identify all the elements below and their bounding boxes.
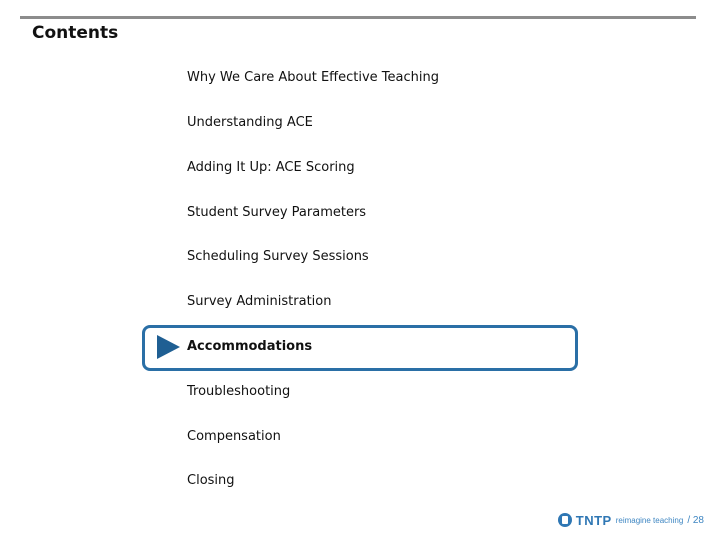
page-number: / 28 xyxy=(687,514,704,526)
page-title: Contents xyxy=(32,23,119,43)
toc-item-accommodations[interactable]: Accommodations xyxy=(187,339,313,354)
brand-tagline: reimagine teaching xyxy=(615,515,684,525)
toc-item-ace-scoring[interactable]: Adding It Up: ACE Scoring xyxy=(187,160,355,175)
toc-item-understanding-ace[interactable]: Understanding ACE xyxy=(187,115,313,130)
toc-item-troubleshooting[interactable]: Troubleshooting xyxy=(187,384,291,399)
toc-item-student-survey-parameters[interactable]: Student Survey Parameters xyxy=(187,205,367,220)
brand-logo-text: TNTP xyxy=(575,512,612,528)
toc-item-why-we-care[interactable]: Why We Care About Effective Teaching xyxy=(187,70,439,85)
triangle-right-icon xyxy=(157,335,180,359)
toc-item-scheduling-survey-sessions[interactable]: Scheduling Survey Sessions xyxy=(187,249,369,264)
tntp-logo-icon xyxy=(558,513,572,527)
toc-item-compensation[interactable]: Compensation xyxy=(187,429,281,444)
toc-item-closing[interactable]: Closing xyxy=(187,473,235,488)
toc-item-survey-administration[interactable]: Survey Administration xyxy=(187,294,332,309)
footer xyxy=(558,510,704,530)
